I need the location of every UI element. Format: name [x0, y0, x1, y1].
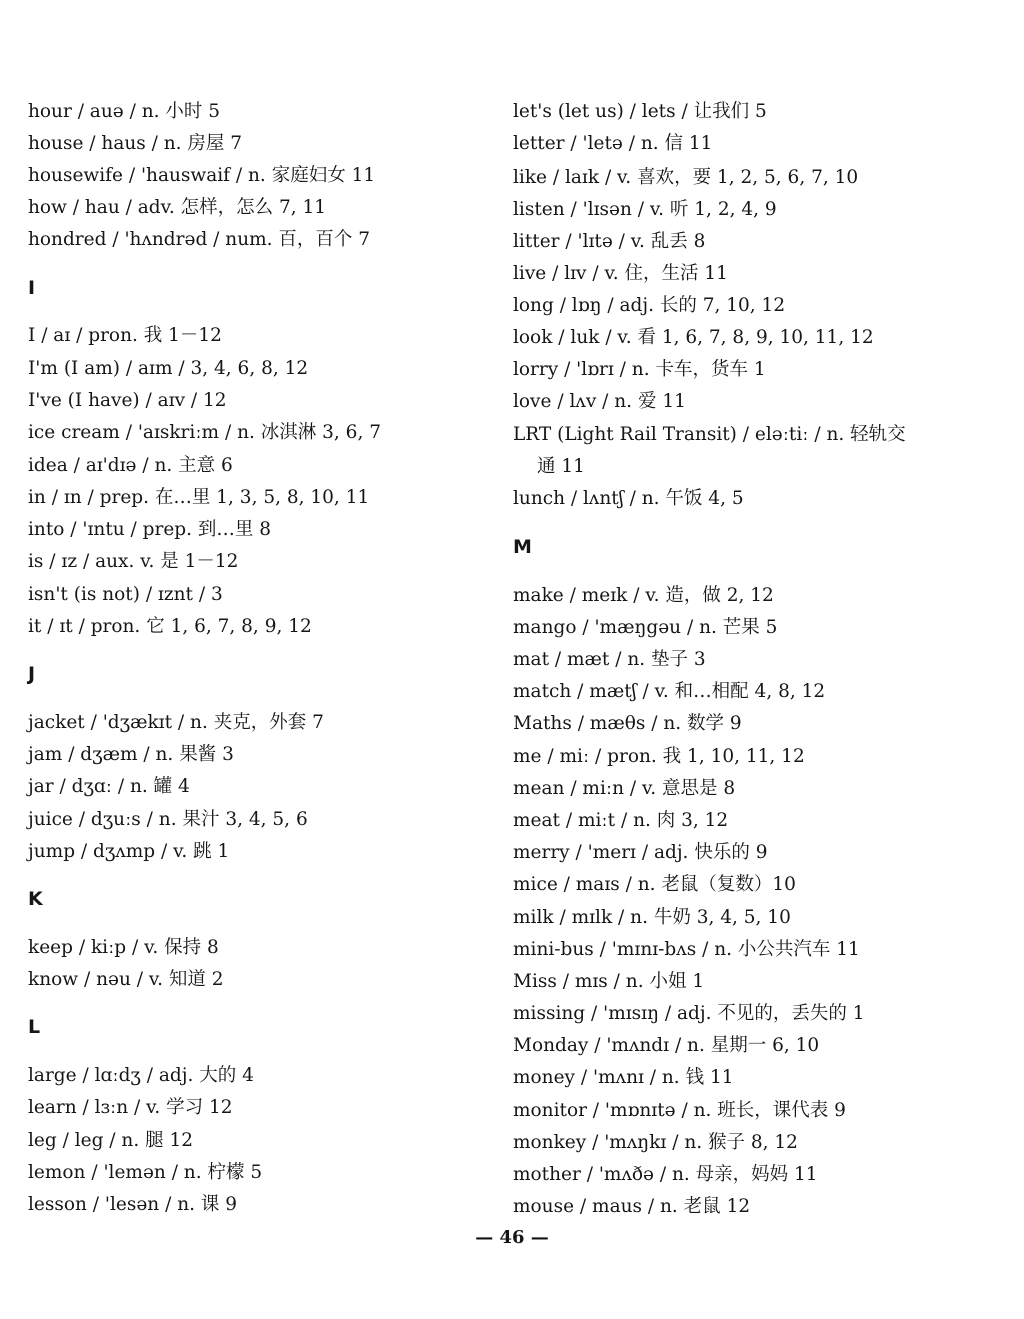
entry-jar: jar / dʒɑː / n. 罐 4: [28, 776, 190, 797]
entry-lrt-cont-text: 通 11: [537, 456, 585, 477]
entry-jacket: jacket / 'dʒækɪt / n. 夹克，外套 7: [28, 712, 324, 733]
entry-mango: mango / 'mæŋgəu / n. 芒果 5: [513, 617, 778, 638]
entry-large: large / lɑːdʒ / adj. 大的 4: [28, 1065, 254, 1086]
section-heading-m: M: [513, 536, 532, 558]
entry-jump: jump / dʒʌmp / v. 跳 1: [28, 841, 230, 862]
entry-idea: idea / aɪ'dɪə / n. 主意 6: [28, 455, 233, 476]
entry-mini-bus: mini-bus / 'mɪnɪ-bʌs / n. 小公共汽车 11: [513, 939, 860, 960]
entry-mat: mat / mæt / n. 垫子 3: [513, 649, 706, 670]
entry-hour: hour / auə / n. 小时 5: [28, 101, 221, 122]
section-heading-l: L: [28, 1016, 41, 1038]
entry-litter: litter / 'lɪtə / v. 乱丢 8: [513, 231, 706, 252]
entry-ice-cream: ice cream / 'aɪskriːm / n. 冰淇淋 3, 6, 7: [28, 422, 381, 443]
entry-missing: missing / 'mɪsɪŋ / adj. 不见的，丢失的 1: [513, 1003, 865, 1024]
entry-live: live / lɪv / v. 住，生活 11: [513, 263, 728, 284]
entry-in: in / ɪn / prep. 在…里 1, 3, 5, 8, 10, 11: [28, 487, 370, 508]
entry-monkey: monkey / 'mʌŋkɪ / n. 猴子 8, 12: [513, 1132, 798, 1153]
entry-milk: milk / mɪlk / n. 牛奶 3, 4, 5, 10: [513, 907, 791, 928]
entry-mother: mother / 'mʌðə / n. 母亲，妈妈 11: [513, 1164, 818, 1185]
entry-mean: mean / miːn / v. 意思是 8: [513, 778, 736, 799]
entry-is: is / ɪz / aux. v. 是 1－12: [28, 551, 239, 572]
entry-house: house / haus / n. 房屋 7: [28, 133, 243, 154]
entry-look: look / luk / v. 看 1, 6, 7, 8, 9, 10, 11, 12: [513, 327, 874, 348]
entry-jam: jam / dʒæm / n. 果酱 3: [28, 744, 234, 765]
entry-housewife: housewife / 'hauswaif / n. 家庭妇女 11: [28, 165, 376, 186]
entry-into: into / 'ɪntu / prep. 到…里 8: [28, 519, 272, 540]
entry-listen: listen / 'lɪsən / v. 听 1, 2, 4, 9: [513, 199, 777, 220]
entry-it: it / ɪt / pron. 它 1, 6, 7, 8, 9, 12: [28, 616, 312, 637]
entry-make: make / meɪk / v. 造，做 2, 12: [513, 585, 774, 606]
entry-i: I / aɪ / pron. 我 1－12: [28, 325, 222, 346]
entry-hondred: hondred / 'hʌndrəd / num. 百，百个 7: [28, 229, 371, 250]
entry-mouse: mouse / maus / n. 老鼠 12: [513, 1196, 751, 1217]
entry-letter: letter / 'letə / n. 信 11: [513, 133, 713, 154]
page-number: — 46 —: [475, 1227, 549, 1248]
entry-im: I'm (I am) / aɪm / 3, 4, 6, 8, 12: [28, 358, 309, 379]
entry-money: money / 'mʌnɪ / n. 钱 11: [513, 1067, 734, 1088]
entry-leg: leg / leg / n. 腿 12: [28, 1130, 194, 1151]
entry-learn: learn / lɜːn / v. 学习 12: [28, 1097, 233, 1118]
entry-match: match / mætʃ / v. 和…相配 4, 8, 12: [513, 681, 826, 702]
entry-know: know / nəu / v. 知道 2: [28, 969, 224, 990]
entry-ive: I've (I have) / aɪv / 12: [28, 390, 227, 411]
section-heading-k: K: [28, 888, 43, 910]
entry-lorry: lorry / 'lɒrɪ / n. 卡车，货车 1: [513, 359, 766, 380]
entry-mice: mice / maɪs / n. 老鼠（复数）10: [513, 874, 796, 895]
entry-like: like / laɪk / v. 喜欢，要 1, 2, 5, 6, 7, 10: [513, 167, 859, 188]
entry-me: me / miː / pron. 我 1, 10, 11, 12: [513, 746, 805, 767]
entry-lemon: lemon / 'lemən / n. 柠檬 5: [28, 1162, 263, 1183]
entry-lrt-continued: [513, 455, 585, 479]
entry-keep: keep / kiːp / v. 保持 8: [28, 937, 219, 958]
entry-lrt: LRT (Light Rail Transit) / eləːtiː / n. 轻轨交: [513, 424, 906, 445]
entry-monitor: monitor / 'mɒnɪtə / n. 班长，课代表 9: [513, 1100, 846, 1121]
entry-long: long / lɒŋ / adj. 长的 7, 10, 12: [513, 295, 786, 316]
entry-isnt: isn't (is not) / ɪznt / 3: [28, 584, 223, 605]
entry-lesson: lesson / 'lesən / n. 课 9: [28, 1194, 238, 1215]
section-heading-j: J: [28, 663, 36, 685]
entry-how: how / hau / adv. 怎样，怎么 7, 11: [28, 197, 327, 218]
entry-miss: Miss / mɪs / n. 小姐 1: [513, 971, 705, 992]
entry-maths: Maths / mæθs / n. 数学 9: [513, 713, 742, 734]
entry-lets: let's (let us) / lets / 让我们 5: [513, 101, 767, 122]
entry-monday: Monday / 'mʌndɪ / n. 星期一 6, 10: [513, 1035, 820, 1056]
entry-lunch: lunch / lʌntʃ / n. 午饭 4, 5: [513, 488, 744, 509]
entry-meat: meat / miːt / n. 肉 3, 12: [513, 810, 729, 831]
entry-juice: juice / dʒuːs / n. 果汁 3, 4, 5, 6: [28, 809, 308, 830]
entry-love: love / lʌv / n. 爱 11: [513, 391, 686, 412]
section-heading-i: I: [28, 277, 36, 299]
entry-merry: merry / 'merɪ / adj. 快乐的 9: [513, 842, 768, 863]
